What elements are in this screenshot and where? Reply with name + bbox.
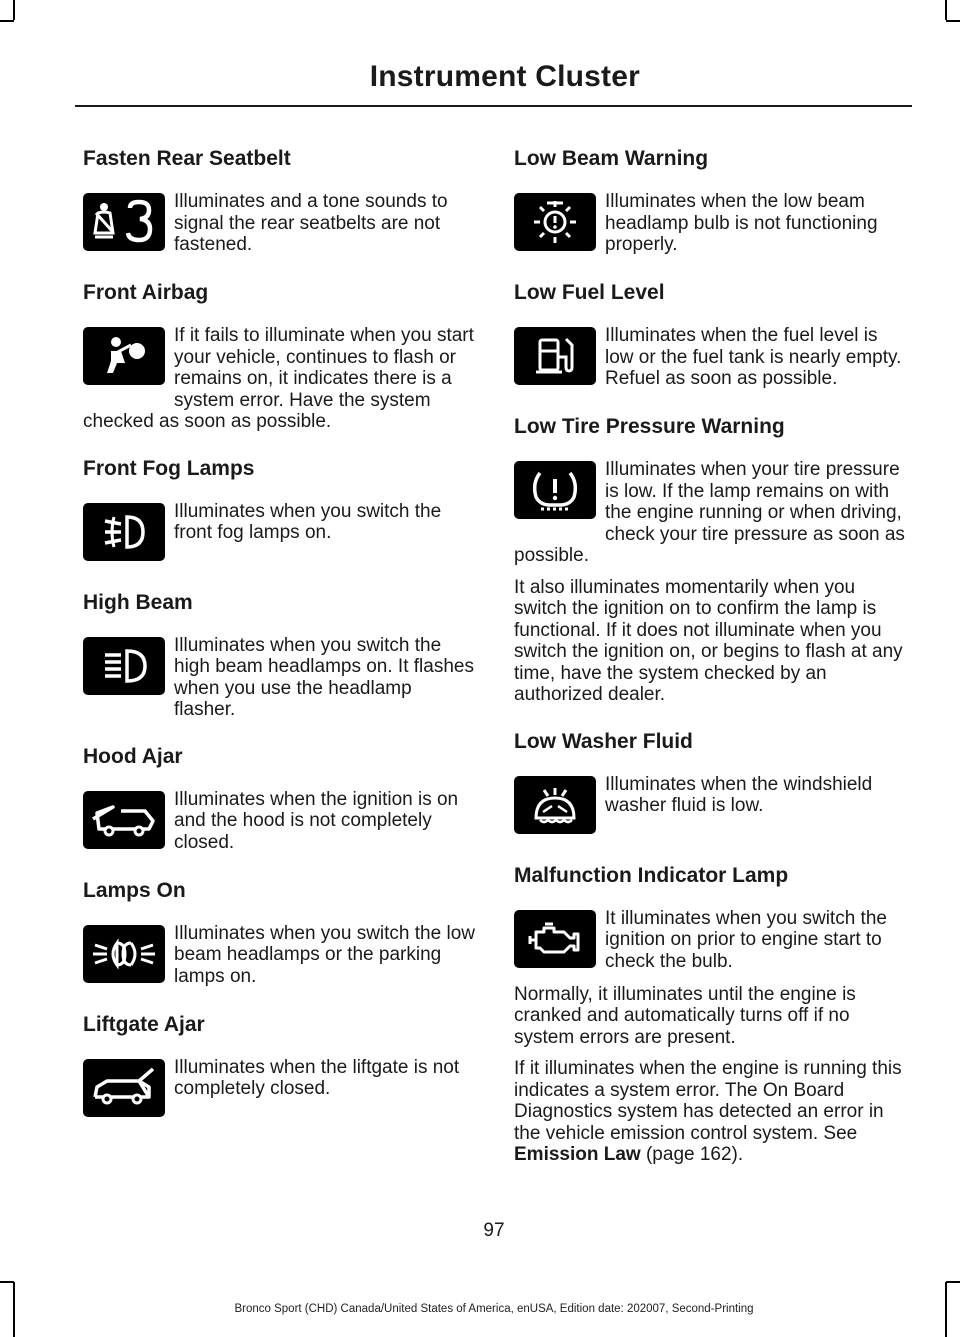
section-heading: Fasten Rear Seatbelt — [83, 147, 291, 170]
airbag-icon — [83, 327, 165, 385]
section-low-washer-fluid — [514, 728, 906, 840]
crop-mark — [13, 0, 15, 20]
entry-description: If it fails to illuminate when you start your vehicle, continues to flash or remains on, it indicates there is a system error. Have the system checked as soon as possible. — [83, 325, 474, 432]
section-heading: Hood Ajar — [83, 744, 183, 768]
emission-law-link[interactable]: Emission Law — [514, 1144, 641, 1165]
section-heading: Liftgate Ajar — [83, 1012, 205, 1036]
crop-mark — [0, 20, 14, 22]
section-heading: Front Airbag — [83, 281, 209, 304]
section-low-fuel-level — [514, 279, 906, 391]
section-heading: Front Fog Lamps — [83, 456, 255, 480]
section-front-airbag — [83, 279, 475, 433]
section-heading: Malfunction Indicator Lamp — [514, 863, 789, 887]
check-engine-icon — [514, 910, 596, 968]
low-beam-warning-icon — [514, 193, 596, 251]
section-front-fog-lamps — [83, 455, 475, 567]
entry-description: Illuminates when you switch the front fog lamps on. — [174, 500, 442, 543]
rear-seatbelt-3-icon — [83, 193, 165, 251]
hood-ajar-icon — [83, 791, 165, 849]
section-heading: Low Fuel Level — [514, 281, 665, 304]
page-title: Instrument Cluster — [369, 60, 640, 93]
section-heading: Low Tire Pressure Warning — [514, 415, 785, 438]
entry — [514, 774, 906, 840]
entry-description: Illuminates when the liftgate is not completely closed. — [174, 1056, 460, 1099]
crop-mark — [946, 1281, 960, 1283]
section-low-beam-warning — [514, 145, 906, 257]
section-high-beam — [83, 589, 475, 721]
header-rule — [75, 105, 912, 107]
paragraph-text: If it illuminates when the engine is running this indicates a system error. The On Board Diagnostics system has detected an error in the vehicle emission control system. See — [514, 1058, 902, 1144]
front-fog-lamp-icon — [83, 503, 165, 561]
section-low-tire-pressure — [514, 413, 906, 706]
section-hood-ajar — [83, 743, 475, 855]
section-heading: High Beam — [83, 590, 193, 614]
entry — [514, 908, 906, 974]
page-reference: (page 162). — [640, 1144, 744, 1165]
washer-fluid-icon — [514, 776, 596, 834]
entry-description: Illuminates and a tone sounds to signal the rear seatbelts are not fastened. — [174, 191, 448, 255]
crop-mark — [0, 1281, 14, 1283]
section-heading: Lamps On — [83, 878, 186, 902]
entry — [514, 459, 906, 567]
section-malfunction-indicator-lamp — [514, 862, 906, 1166]
entry — [514, 325, 906, 391]
section-lamps-on — [83, 877, 475, 989]
entry — [83, 635, 475, 721]
section-heading: Low Washer Fluid — [514, 729, 693, 753]
section-liftgate-ajar — [83, 1011, 475, 1123]
entry-description: It illuminates when you switch the ignition on prior to engine start to check the bulb. — [605, 907, 887, 972]
entry-description: Illuminates when the fuel level is low or the fuel tank is nearly empty. Refuel as soon as possible. — [605, 325, 902, 389]
entry-description: Illuminates when your tire pressure is low. If the lamp remains on with the engine running or when driving, check your tire pressure as soon as possible. — [514, 459, 905, 566]
left-column — [83, 145, 475, 1145]
paragraph: It also illuminates momentarily when you switch the ignition on to confirm the lamp is functional. If it does not illuminate when you switch the ignition on, or begins to flash at any time, have the system checked by an authorized dealer. — [514, 576, 903, 705]
paragraph: Normally, it illuminates until the engine is cranked and automatically turns off if no system errors are present. — [514, 983, 856, 1048]
crop-mark — [946, 20, 960, 22]
liftgate-ajar-icon — [83, 1059, 165, 1117]
lamps-on-icon — [83, 925, 165, 983]
low-fuel-icon — [514, 327, 596, 385]
entry-description: Illuminates when you switch the low beam headlamps or the parking lamps on. — [174, 922, 475, 987]
entry — [83, 325, 475, 433]
entry — [83, 1057, 475, 1123]
high-beam-icon — [83, 637, 165, 695]
entry-description: Illuminates when you switch the high beam headlamps on. It flashes when you use the headlamp flasher. — [174, 634, 474, 720]
section-heading: Low Beam Warning — [514, 147, 709, 170]
tire-pressure-icon — [514, 461, 596, 519]
paragraph — [514, 1058, 906, 1166]
section-fasten-rear-seatbelt — [83, 145, 475, 257]
entry — [83, 789, 475, 855]
entry — [83, 501, 475, 567]
entry-description: Illuminates when the ignition is on and the hood is not completely closed. — [174, 788, 459, 853]
page-number: 97 — [483, 1220, 505, 1241]
footer-edition-info: Bronco Sport (CHD) Canada/United States of America, enUSA, Edition date: 202007, Second-Printing — [234, 1303, 754, 1315]
entry — [83, 191, 475, 257]
crop-mark — [945, 0, 947, 20]
right-column — [514, 145, 906, 1188]
entry — [83, 923, 475, 989]
entry-description: Illuminates when the low beam headlamp bulb is not functioning properly. — [605, 191, 878, 255]
entry — [514, 191, 906, 257]
entry-description: Illuminates when the windshield washer fluid is low. — [605, 773, 873, 816]
